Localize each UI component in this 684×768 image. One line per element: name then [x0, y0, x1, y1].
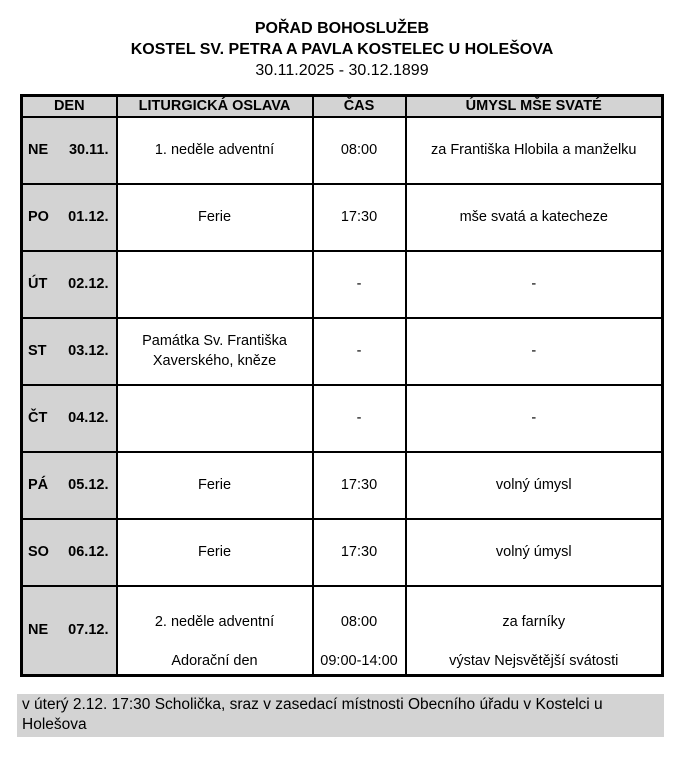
- header-liturgy: LITURGICKÁ OSLAVA: [117, 96, 313, 117]
- day-cell: [22, 385, 117, 452]
- day-date: 07.12.: [68, 622, 109, 639]
- liturgy-cell: 1. neděle adventní: [117, 117, 313, 184]
- liturgy-cell: [117, 251, 313, 318]
- table-row: [22, 519, 663, 586]
- table-row: [22, 586, 663, 676]
- time-cell: 17:30: [313, 184, 406, 251]
- table-row: [22, 318, 663, 385]
- day-abbrev: NE: [28, 622, 49, 639]
- liturgy-entry-2: Adorační den: [171, 652, 258, 669]
- intention-cell: -: [406, 318, 663, 385]
- liturgy-cell: Památka Sv. Františka Xaverského, kněze: [117, 318, 313, 385]
- page-title: POŘAD BOHOSLUŽEB: [254, 20, 430, 37]
- intention-cell: volný úmysl: [406, 519, 663, 586]
- time-cell: 08:00: [313, 117, 406, 184]
- table-row: [22, 184, 663, 251]
- day-cell: [22, 318, 117, 385]
- liturgy-cell: Ferie: [117, 452, 313, 519]
- header-intention: ÚMYSL MŠE SVATÉ: [406, 96, 663, 117]
- intention-cell: -: [406, 251, 663, 318]
- time-entry-1: 08:00: [340, 613, 378, 630]
- liturgy-cell: [117, 586, 313, 676]
- day-abbrev: SO: [28, 544, 49, 560]
- day-date: 04.12.: [68, 410, 109, 426]
- header-den: DEN: [22, 96, 117, 117]
- time-entry-2: 09:00-14:00: [320, 652, 398, 669]
- table-row: [22, 385, 663, 452]
- time-cell: -: [313, 251, 406, 318]
- day-abbrev: ČT: [28, 410, 48, 426]
- intention-cell: volný úmysl: [406, 452, 663, 519]
- liturgy-cell: Ferie: [117, 184, 313, 251]
- schedule-table: [20, 94, 664, 677]
- liturgy-entry-1: 2. neděle adventní: [154, 613, 275, 630]
- day-date: 01.12.: [68, 209, 109, 225]
- liturgy-cell: [117, 385, 313, 452]
- intention-entry-2: výstav Nejsvětější svátosti: [449, 652, 619, 669]
- table-header-row: [22, 96, 663, 117]
- intention-entry-1: za farníky: [502, 613, 566, 630]
- day-date: 06.12.: [68, 544, 109, 560]
- page-subtitle: KOSTEL SV. PETRA A PAVLA KOSTELEC U HOLEŠOVA: [130, 41, 554, 58]
- day-abbrev: PO: [28, 209, 49, 225]
- day-date: 03.12.: [68, 343, 109, 359]
- time-cell: 17:30: [313, 452, 406, 519]
- title-block: [0, 0, 684, 81]
- day-cell: [22, 586, 117, 676]
- day-cell: [22, 519, 117, 586]
- day-abbrev: ÚT: [28, 276, 48, 292]
- day-cell: [22, 251, 117, 318]
- day-abbrev: ST: [28, 343, 47, 359]
- intention-cell: [406, 586, 663, 676]
- day-cell: [22, 184, 117, 251]
- time-cell: [313, 586, 406, 676]
- day-date: 30.11.: [68, 142, 109, 158]
- liturgy-cell: Ferie: [117, 519, 313, 586]
- table-row: [22, 452, 663, 519]
- day-abbrev: NE: [28, 142, 49, 158]
- intention-cell: mše svatá a katecheze: [406, 184, 663, 251]
- day-date: 05.12.: [68, 477, 109, 493]
- day-abbrev: PÁ: [28, 477, 49, 493]
- day-date: 02.12.: [68, 276, 109, 292]
- day-cell: [22, 452, 117, 519]
- announcement-note: v úterý 2.12. 17:30 Scholička, sraz v zasedací místnosti Obecního úřadu v Kostelci u Holešova: [17, 694, 664, 737]
- date-range: 30.11.2025 - 30.12.1899: [255, 62, 429, 79]
- header-time: ČAS: [313, 96, 406, 117]
- table-row: [22, 117, 663, 184]
- day-cell: [22, 117, 117, 184]
- intention-cell: -: [406, 385, 663, 452]
- time-cell: 17:30: [313, 519, 406, 586]
- time-cell: -: [313, 318, 406, 385]
- time-cell: -: [313, 385, 406, 452]
- intention-cell: za Františka Hlobila a manželku: [406, 117, 663, 184]
- table-row: [22, 251, 663, 318]
